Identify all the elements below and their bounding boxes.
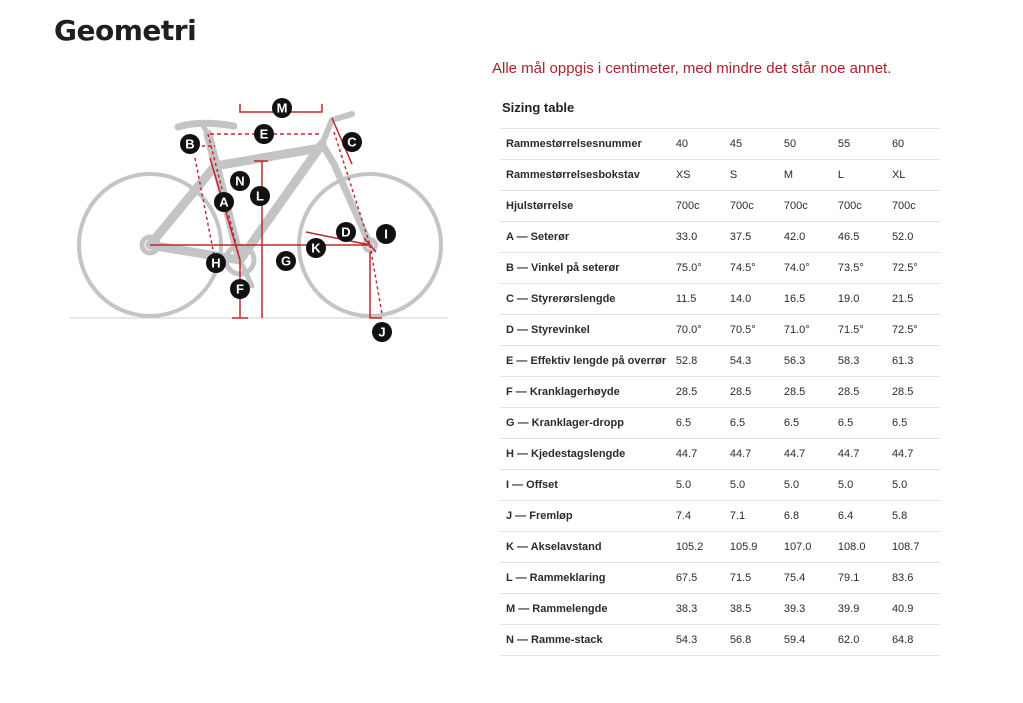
table-cell: 28.5	[832, 377, 886, 408]
svg-text:B: B	[185, 136, 195, 152]
table-cell: 79.1	[832, 563, 886, 594]
table-cell: 44.7	[724, 439, 778, 470]
table-cell: 700c	[670, 191, 724, 222]
marker-i	[376, 224, 396, 244]
svg-text:N: N	[235, 173, 245, 189]
table-row	[500, 315, 940, 346]
table-row	[500, 470, 940, 501]
table-cell: 16.5	[778, 284, 832, 315]
table-cell: 700c	[886, 191, 940, 222]
row-label: N — Ramme-stack	[500, 625, 670, 656]
table-row	[500, 222, 940, 253]
table-cell: 64.8	[886, 625, 940, 656]
table-cell: 700c	[832, 191, 886, 222]
table-cell: 38.3	[670, 594, 724, 625]
table-cell: 38.5	[724, 594, 778, 625]
table-row	[500, 129, 940, 160]
marker-c	[342, 132, 362, 152]
row-label: E — Effektiv lengde på overrør	[500, 346, 670, 377]
svg-text:G: G	[280, 253, 292, 269]
table-cell: 45	[724, 129, 778, 160]
table-cell: 28.5	[886, 377, 940, 408]
table-cell: 58.3	[832, 346, 886, 377]
table-cell: 33.0	[670, 222, 724, 253]
table-cell: 44.7	[886, 439, 940, 470]
units-note: Alle mål oppgis i centimeter, med mindre det står noe annet.	[492, 60, 892, 77]
table-row	[500, 563, 940, 594]
table-cell: 14.0	[724, 284, 778, 315]
table-cell: 107.0	[778, 532, 832, 563]
marker-m	[272, 98, 292, 118]
table-cell: 70.0°	[670, 315, 724, 346]
table-cell: 61.3	[886, 346, 940, 377]
svg-text:E: E	[259, 126, 269, 142]
table-cell: 105.2	[670, 532, 724, 563]
table-cell: 73.5°	[832, 253, 886, 284]
row-label: Rammestørrelsesnummer	[500, 129, 670, 160]
table-cell: 6.5	[778, 408, 832, 439]
svg-text:D: D	[341, 224, 351, 240]
row-label: I — Offset	[500, 470, 670, 501]
table-cell: 11.5	[670, 284, 724, 315]
table-cell: 6.5	[832, 408, 886, 439]
marker-b	[180, 134, 200, 154]
table-cell: 5.0	[832, 470, 886, 501]
table-cell: 28.5	[670, 377, 724, 408]
bike-silhouette	[79, 114, 441, 316]
table-cell: 72.5°	[886, 315, 940, 346]
sizing-table-body	[500, 129, 940, 656]
table-cell: 56.8	[724, 625, 778, 656]
table-cell: 46.5	[832, 222, 886, 253]
table-cell: 60	[886, 129, 940, 160]
marker-h	[206, 253, 226, 273]
table-cell: 83.6	[886, 563, 940, 594]
table-cell: 44.7	[832, 439, 886, 470]
table-row	[500, 377, 940, 408]
table-cell: 75.0°	[670, 253, 724, 284]
table-cell: S	[724, 160, 778, 191]
table-cell: 40	[670, 129, 724, 160]
marker-j	[372, 322, 392, 342]
table-cell: 40.9	[886, 594, 940, 625]
table-cell: 5.8	[886, 501, 940, 532]
svg-text:H: H	[211, 255, 221, 271]
row-label: H — Kjedestagslengde	[500, 439, 670, 470]
marker-k	[306, 238, 326, 258]
svg-text:A: A	[219, 194, 229, 210]
row-label: G — Kranklager-dropp	[500, 408, 670, 439]
table-row	[500, 408, 940, 439]
table-cell: 67.5	[670, 563, 724, 594]
table-cell: 6.5	[670, 408, 724, 439]
svg-text:I: I	[384, 226, 388, 242]
table-cell: 39.9	[832, 594, 886, 625]
table-cell: 74.0°	[778, 253, 832, 284]
row-label: M — Rammelengde	[500, 594, 670, 625]
table-cell: 42.0	[778, 222, 832, 253]
table-cell: 28.5	[724, 377, 778, 408]
row-label: J — Fremløp	[500, 501, 670, 532]
marker-g	[276, 251, 296, 271]
marker-e	[254, 124, 274, 144]
table-cell: 59.4	[778, 625, 832, 656]
table-cell: 75.4	[778, 563, 832, 594]
table-cell: 54.3	[724, 346, 778, 377]
page-title: Geometri	[54, 14, 197, 47]
svg-text:J: J	[378, 324, 386, 340]
marker-a	[214, 192, 234, 212]
sizing-table	[500, 128, 940, 656]
table-cell: 71.0°	[778, 315, 832, 346]
row-label: Rammestørrelsesbokstav	[500, 160, 670, 191]
row-label: A — Seterør	[500, 222, 670, 253]
svg-text:L: L	[256, 188, 264, 204]
table-cell: 71.5	[724, 563, 778, 594]
table-cell: 6.5	[724, 408, 778, 439]
row-label: F — Kranklagerhøyde	[500, 377, 670, 408]
table-cell: 62.0	[832, 625, 886, 656]
table-cell: 54.3	[670, 625, 724, 656]
table-row	[500, 501, 940, 532]
svg-text:M: M	[276, 100, 288, 116]
bike-frame	[150, 134, 322, 260]
row-label: Hjulstørrelse	[500, 191, 670, 222]
table-cell: 70.5°	[724, 315, 778, 346]
saddle	[178, 123, 234, 127]
table-cell: XL	[886, 160, 940, 191]
table-cell: 5.0	[670, 470, 724, 501]
table-row	[500, 594, 940, 625]
svg-text:F: F	[236, 281, 244, 297]
row-label: K — Akselavstand	[500, 532, 670, 563]
table-cell: 71.5°	[832, 315, 886, 346]
marker-l	[250, 186, 270, 206]
svg-text:K: K	[311, 240, 321, 256]
table-cell: 108.7	[886, 532, 940, 563]
table-caption: Sizing table	[502, 100, 575, 115]
table-row	[500, 160, 940, 191]
table-cell: 74.5°	[724, 253, 778, 284]
table-row	[500, 191, 940, 222]
table-cell: 19.0	[832, 284, 886, 315]
table-cell: 72.5°	[886, 253, 940, 284]
table-row	[500, 532, 940, 563]
table-cell: 39.3	[778, 594, 832, 625]
table-cell: 52.0	[886, 222, 940, 253]
table-cell: 700c	[778, 191, 832, 222]
row-label: C — Styrerørslengde	[500, 284, 670, 315]
table-cell: 52.8	[670, 346, 724, 377]
marker-n	[230, 171, 250, 191]
table-cell: 37.5	[724, 222, 778, 253]
table-cell: 7.1	[724, 501, 778, 532]
table-row	[500, 346, 940, 377]
row-label: D — Styrevinkel	[500, 315, 670, 346]
table-cell: 5.0	[778, 470, 832, 501]
table-cell: 700c	[724, 191, 778, 222]
table-cell: XS	[670, 160, 724, 191]
table-cell: 108.0	[832, 532, 886, 563]
table-cell: 56.3	[778, 346, 832, 377]
marker-f	[230, 279, 250, 299]
table-cell: 28.5	[778, 377, 832, 408]
table-cell: 55	[832, 129, 886, 160]
table-cell: 44.7	[778, 439, 832, 470]
table-cell: 6.5	[886, 408, 940, 439]
table-row	[500, 253, 940, 284]
table-cell: M	[778, 160, 832, 191]
table-row	[500, 284, 940, 315]
table-cell: 50	[778, 129, 832, 160]
table-cell: 6.8	[778, 501, 832, 532]
bike-geometry-diagram	[70, 92, 450, 352]
table-cell: L	[832, 160, 886, 191]
table-cell: 21.5	[886, 284, 940, 315]
table-row	[500, 625, 940, 656]
row-label: B — Vinkel på seterør	[500, 253, 670, 284]
table-row	[500, 439, 940, 470]
svg-text:C: C	[347, 134, 357, 150]
table-cell: 5.0	[886, 470, 940, 501]
table-cell: 5.0	[724, 470, 778, 501]
row-label: L — Rammeklaring	[500, 563, 670, 594]
table-cell: 7.4	[670, 501, 724, 532]
marker-d	[336, 222, 356, 242]
table-cell: 44.7	[670, 439, 724, 470]
table-cell: 6.4	[832, 501, 886, 532]
table-cell: 105.9	[724, 532, 778, 563]
